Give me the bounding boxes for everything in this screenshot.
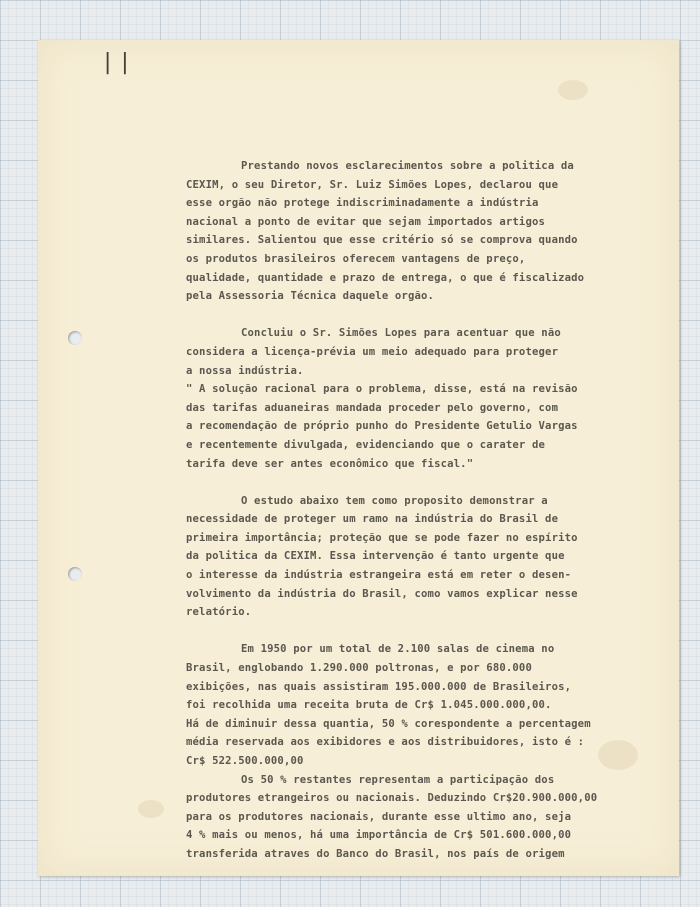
document-page [38,40,679,876]
text-line: produtores etrangeiros ou nacionais. Deduzindo Cr$20.900.000,00 [186,792,598,805]
paragraph-4 [186,640,646,863]
text-line: considera a licença-prévia um meio adequado para proteger [186,345,559,358]
text-line: volvimento da indústria do Brasil, como vamos explicar nesse [186,587,578,600]
text-line: para os produtores nacionais, durante esse ultimo ano, seja [186,810,572,823]
text-line: pela Assessoria Técnica daquele orgão. [186,290,435,303]
text-line: necessidade de proteger um ramo na indústria do Brasil de [186,513,559,526]
text-line: Há de diminuir dessa quantia, 50 % corespondente a percentagem [186,717,591,730]
text-line: Os 50 % restantes representam a participação dos [241,773,555,786]
text-line: Concluiu o Sr. Simões Lopes para acentuar que não [241,327,561,340]
typewritten-text [186,157,646,864]
paper-stain [558,80,588,100]
text-line: a nossa indústria. [186,364,304,377]
text-line: nacional a ponto de evitar que sejam importados artigos [186,215,546,228]
paper-stain [138,800,164,818]
text-line: esse orgão não protege indiscriminadamente a indústria [186,197,539,210]
text-line: CEXIM, o seu Diretor, Sr. Luiz Simões Lopes, declarou que [186,178,559,191]
text-line: primeira importância; proteção que se pode fazer no espírito [186,531,578,544]
text-line: " A solução racional para o problema, disse, está na revisão [186,383,578,396]
text-line: Cr$ 522.500.000,00 [186,755,304,767]
text-line: O estudo abaixo tem como proposito demonstrar a [241,494,548,507]
margin-mark: || [101,50,136,75]
punch-hole-top [68,331,82,345]
text-line: exibições, nas quais assistiram 195.000.000 de Brasileiros, [186,680,572,693]
text-line: tarifa deve ser antes econômico que fiscal." [186,457,474,470]
paragraph-3 [186,492,646,622]
text-line: Em 1950 por um total de 2.100 salas de cinema no [241,643,555,656]
paragraph-2 [186,324,646,473]
text-line: transferida atraves do Banco do Brasil, nos país de origem [186,847,565,860]
text-line: os produtos brasileiros oferecem vantagens de preço, [186,252,526,265]
text-line: qualidade, quantidade e prazo de entrega, o que é fiscalizado [186,271,585,284]
text-line: e recentemente divulgada, evidenciando que o carater de [186,438,546,451]
text-line: das tarifas aduaneiras mandada proceder pelo governo, com [186,401,559,414]
text-line: Prestando novos esclarecimentos sobre a politica da [241,160,574,172]
text-line: 4 % mais ou menos, há uma importância de Cr$ 501.600.000,00 [186,829,572,842]
punch-hole-bottom [68,567,82,581]
text-line: da politica da CEXIM. Essa intervenção é tanto urgente que [186,550,565,563]
text-line: foi recolhida uma receita bruta de Cr$ 1.045.000.000,00. [186,699,552,712]
text-line: média reservada aos exibidores e aos distribuidores, isto é : [186,736,585,749]
text-line: o interesse da indústria estrangeira está em reter o desen- [186,569,572,582]
text-line: a recomendação de próprio punho do Presidente Getulio Vargas [186,420,578,433]
text-line: Brasil, englobando 1.290.000 poltronas, e por 680.000 [186,662,532,675]
paragraph-1 [186,157,646,306]
text-line: relatório. [186,606,252,619]
text-line: similares. Salientou que esse critério só se comprova quando [186,234,578,247]
